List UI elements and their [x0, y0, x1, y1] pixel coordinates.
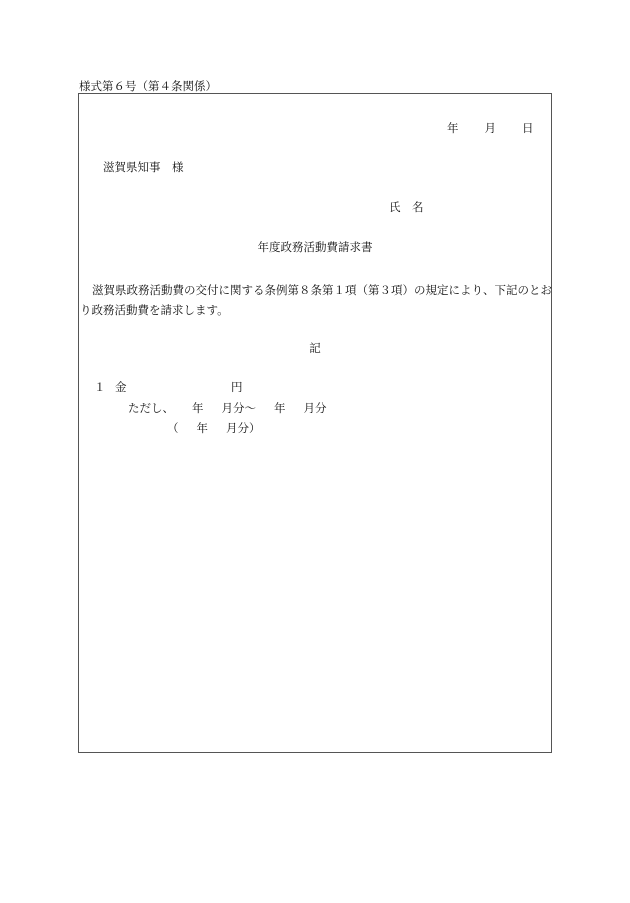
date-year-label: 年 [447, 121, 459, 135]
proviso-line [128, 401, 327, 415]
name-label: 氏 名 [389, 200, 424, 214]
proviso-year3: 年 [196, 421, 208, 435]
proviso-year1: 年 [192, 401, 204, 415]
item-amount-label: 金 [115, 380, 127, 394]
proviso-year2: 年 [274, 401, 286, 415]
body-text: 滋賀県政務活動費の交付に関する条例第８条第１項（第３項）の規定により、下記のとおり政務活動費を請求します。 [80, 283, 552, 317]
proviso-month3: 月分） [226, 421, 261, 435]
date-month-label: 月 [484, 121, 496, 135]
recipient: 滋賀県知事 様 [103, 160, 184, 174]
proviso-prefix: ただし、 [128, 401, 174, 415]
date-day-label: 日 [522, 121, 534, 135]
proviso-line-2 [167, 421, 261, 435]
proviso-month1: 月分～ [221, 401, 256, 415]
document-title: 年度政務活動費請求書 [257, 240, 373, 254]
form-frame [78, 93, 552, 753]
proviso-month2: 月分 [303, 401, 327, 415]
paren-open: （ [167, 421, 179, 435]
form-number: 様式第６号（第４条関係） [79, 79, 217, 93]
ki-heading: 記 [309, 341, 321, 355]
item-number: １ [94, 380, 106, 394]
date-line [447, 121, 534, 135]
item-yen-label: 円 [231, 380, 243, 394]
